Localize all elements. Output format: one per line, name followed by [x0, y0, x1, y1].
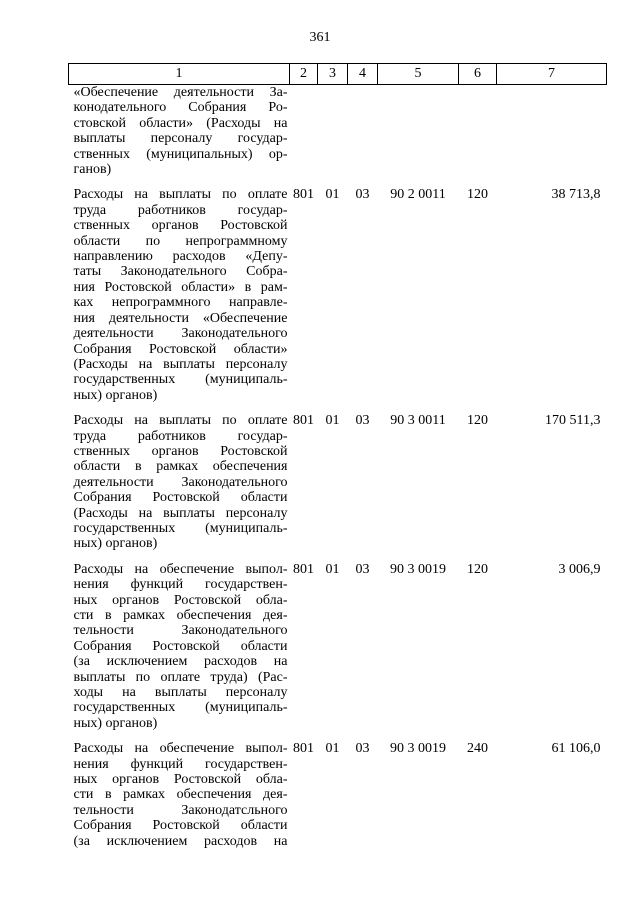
section-code-cell: 01: [325, 561, 340, 577]
row-description: [69, 85, 290, 178]
description-line: «Обеспечение деятельности За-: [73, 85, 288, 100]
description-line: ственных органов Ростовской: [73, 218, 288, 234]
description-line: труда работников государ-: [73, 428, 288, 444]
description-line: Собрания Ростовской области: [73, 638, 288, 654]
description-line: ных) органов): [73, 536, 158, 552]
row-spacer-cell: [69, 177, 607, 187]
row-spacer-cell: [69, 403, 607, 413]
description-line: направлению расходов «Депу-: [73, 249, 288, 265]
ministry-code-cell: 801: [293, 561, 314, 577]
row-spacer: [69, 731, 607, 741]
budget-table: [68, 63, 607, 849]
table-row: [69, 741, 607, 849]
description-line: ния деятельности «Обеспечение: [73, 310, 288, 326]
description-line: ных) органов): [73, 387, 158, 403]
description-line: деятельности Законодательного: [73, 474, 288, 490]
description-line: ных) органов): [73, 715, 158, 731]
column-header: 1: [69, 64, 290, 85]
table-row: [69, 85, 607, 178]
column-header: 4: [348, 64, 378, 85]
description-line: (за исключением расходов на: [73, 833, 288, 849]
column-header: 2: [290, 64, 318, 85]
amount-cell: 38 713,8: [551, 187, 601, 203]
row-description: [69, 187, 290, 403]
description-line: области по непрограммному: [73, 233, 288, 249]
ministry-code-cell: [290, 85, 318, 178]
section-code-cell: 01: [325, 413, 340, 429]
ministry-code-cell: 801: [293, 741, 314, 757]
target-article-cell: [378, 85, 459, 178]
subsection-code-cell: [348, 85, 378, 178]
column-header: 6: [459, 64, 497, 85]
row-description: [69, 413, 290, 552]
description-line: таты Законодательного Собра-: [73, 264, 288, 280]
column-header: 5: [378, 64, 459, 85]
row-spacer: [69, 552, 607, 562]
expense-type-cell: [459, 85, 497, 178]
table-body: [69, 85, 607, 850]
description-line: сти в рамках обеспечения дея-: [73, 608, 288, 623]
description-line: государственных (муниципаль-: [73, 520, 288, 536]
row-description: [69, 741, 290, 849]
amount-cell: 3 006,9: [558, 561, 601, 577]
expense-type-cell: 120: [467, 187, 488, 203]
ministry-code-cell: 801: [293, 413, 314, 429]
amount-cell: 170 511,3: [545, 413, 601, 429]
description-line: государственных (муниципаль-: [73, 700, 288, 716]
page-number: 361: [309, 30, 331, 45]
description-line: нения функций государствен-: [73, 577, 288, 593]
description-line: Собрания Ростовской области»: [73, 341, 288, 357]
table-header-row: [69, 64, 607, 85]
amount-cell: [497, 85, 607, 178]
description-line: сти в рамках обеспечения дея-: [73, 787, 288, 803]
target-article-cell: 90 3 0011: [390, 413, 446, 429]
description-line: тельности Законодательного: [73, 623, 288, 639]
description-line: деятельности Законодательного: [73, 326, 288, 342]
description-line: ках непрограммного направле-: [73, 295, 288, 311]
target-article-cell: 90 2 0011: [390, 187, 446, 203]
table-row: [69, 187, 607, 403]
target-article-cell: 90 3 0019: [390, 741, 446, 757]
description-line: государственных (муниципаль-: [73, 372, 288, 388]
description-line: ственных органов Ростовской: [73, 443, 288, 459]
description-line: Собрания Ростовской области: [73, 818, 288, 834]
amount-cell: 61 106,0: [551, 741, 601, 757]
table-row: [69, 413, 607, 552]
subsection-code-cell: 03: [355, 187, 370, 203]
description-line: стовской области» (Расходы на: [73, 115, 288, 131]
column-header: 3: [318, 64, 348, 85]
description-line: ганов): [73, 162, 112, 178]
description-line: ных органов Ростовской обла-: [73, 772, 288, 788]
expense-type-cell: 120: [467, 561, 488, 577]
ministry-code-cell: 801: [293, 187, 314, 203]
description-line: конодательного Собрания Ро-: [73, 100, 288, 116]
description-line: области в рамках обеспечения: [73, 459, 288, 475]
description-line: ственных (муниципальных) ор-: [73, 146, 288, 162]
description-line: нения функций государствен-: [73, 756, 288, 772]
description-line: Расходы на обеспечение выпол-: [73, 741, 288, 757]
column-header: 7: [497, 64, 607, 85]
subsection-code-cell: 03: [355, 741, 370, 757]
section-code-cell: [318, 85, 348, 178]
description-line: выплаты персоналу государ-: [73, 131, 288, 147]
description-line: Расходы на обеспечение выпол-: [73, 561, 288, 577]
section-code-cell: 01: [325, 187, 340, 203]
subsection-code-cell: 03: [355, 413, 370, 429]
description-line: ния Ростовской области» в рам-: [73, 279, 288, 295]
description-line: (за исключением расходов на: [73, 654, 288, 670]
description-line: ходы на выплаты персоналу: [73, 685, 288, 701]
description-line: Расходы на выплаты по оплате: [73, 413, 288, 429]
description-line: (Расходы на выплаты персоналу: [73, 505, 288, 521]
row-description: [69, 562, 290, 731]
section-code-cell: 01: [325, 741, 340, 757]
row-spacer: [69, 403, 607, 413]
description-line: ных органов Ростовской обла-: [73, 592, 288, 608]
description-line: Собрания Ростовской области: [73, 490, 288, 506]
description-line: труда работников государ-: [73, 202, 288, 218]
expense-type-cell: 240: [467, 741, 488, 757]
expense-type-cell: 120: [467, 413, 488, 429]
description-line: Расходы на выплаты по оплате: [73, 187, 288, 203]
subsection-code-cell: 03: [355, 561, 370, 577]
row-spacer-cell: [69, 731, 607, 741]
table-row: [69, 562, 607, 731]
row-spacer-cell: [69, 552, 607, 562]
target-article-cell: 90 3 0019: [390, 561, 446, 577]
row-spacer: [69, 177, 607, 187]
description-line: выплаты по оплате труда) (Рас-: [73, 669, 288, 685]
description-line: (Расходы на выплаты персоналу: [73, 356, 288, 372]
description-line: тельности Законодатсльного: [73, 802, 288, 818]
